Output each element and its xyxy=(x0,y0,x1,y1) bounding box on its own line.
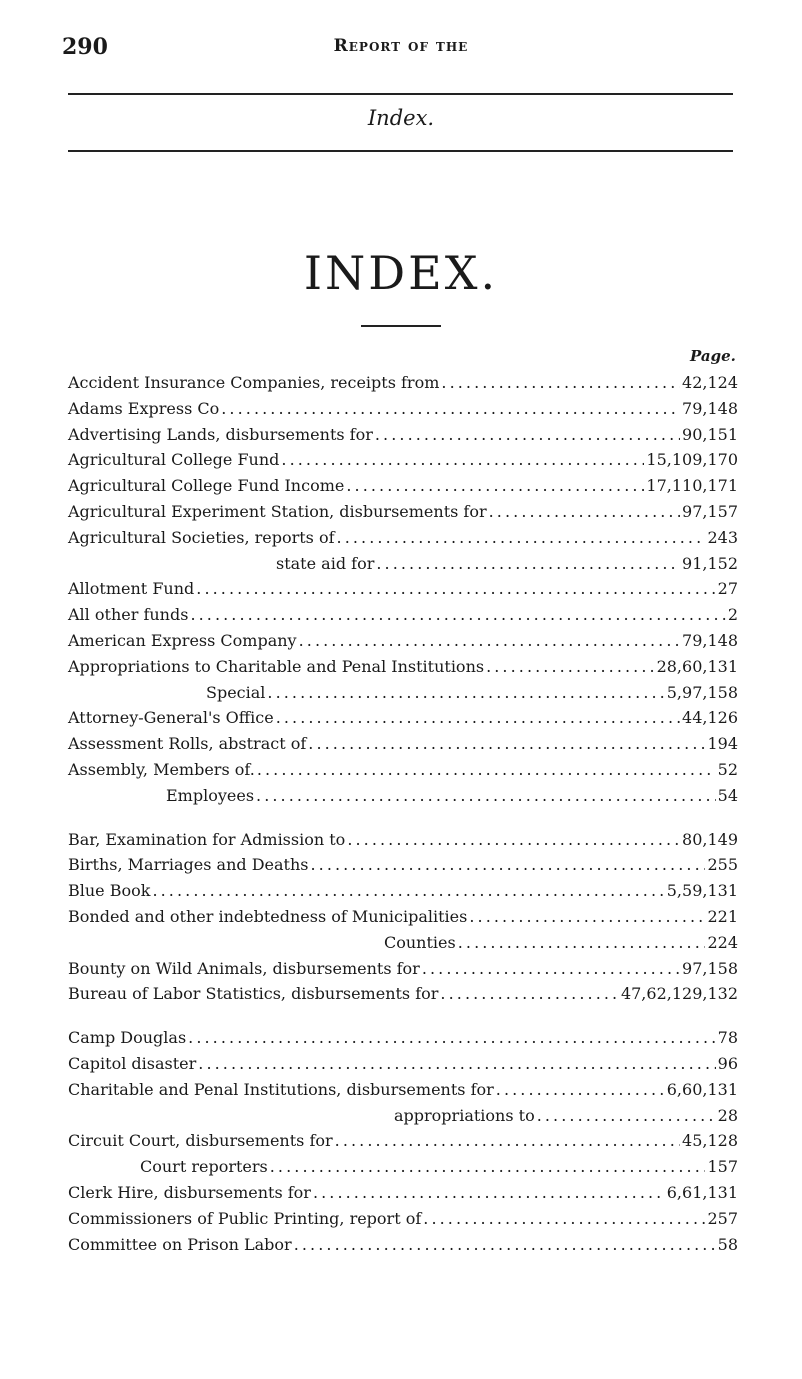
index-entry xyxy=(68,981,738,1007)
entry-pages: 96 xyxy=(717,1053,738,1073)
leader-dots xyxy=(313,1180,665,1206)
entry-label: Bonded and other indebtedness of Municipalities xyxy=(68,906,468,926)
entry-label: American Express Company xyxy=(68,630,297,650)
leader-dots xyxy=(347,827,680,853)
leader-dots xyxy=(188,1025,715,1051)
entry-pages: 194 xyxy=(707,734,738,754)
leader-dots xyxy=(441,370,680,396)
entry-pages: 28,60,131 xyxy=(656,656,738,676)
leader-dots xyxy=(335,1128,680,1154)
entry-label: Allotment Fund xyxy=(68,579,195,599)
index-entry xyxy=(68,1154,738,1180)
index-entry xyxy=(68,1051,738,1077)
entry-pages: 97,158 xyxy=(682,958,738,978)
index-entries xyxy=(68,370,738,1257)
index-entry xyxy=(68,370,738,396)
entry-label: Adams Express Co xyxy=(68,398,220,418)
entry-pages: 45,128 xyxy=(682,1131,738,1151)
index-entry xyxy=(68,576,738,602)
entry-label: Employees xyxy=(166,785,255,805)
entry-label: appropriations to xyxy=(394,1105,535,1125)
entry-label: Blue Book xyxy=(68,881,151,901)
index-entry xyxy=(68,852,738,878)
entry-label: Assessment Rolls, abstract of xyxy=(68,734,307,754)
entry-pages: 5,97,158 xyxy=(666,682,738,702)
entry-pages: 6,60,131 xyxy=(666,1079,738,1099)
entry-label: Advertising Lands, disbursements for xyxy=(68,424,373,444)
index-entry xyxy=(68,602,738,628)
index-entry xyxy=(68,1128,738,1154)
leader-dots xyxy=(256,783,716,809)
leader-dots xyxy=(440,981,619,1007)
entry-pages: 5,59,131 xyxy=(666,881,738,901)
entry-pages: 58 xyxy=(717,1234,738,1254)
leader-dots xyxy=(267,680,664,706)
index-entry xyxy=(68,1077,738,1103)
entry-label: Bar, Examination for Admission to xyxy=(68,829,346,849)
index-entry xyxy=(68,731,738,757)
entry-pages: 6,61,131 xyxy=(666,1182,738,1202)
entry-pages: 2 xyxy=(727,605,738,625)
entry-label: Attorney-General's Office xyxy=(68,708,274,728)
entry-pages: 28 xyxy=(717,1105,738,1125)
index-title: INDEX. xyxy=(303,246,499,300)
page-number: 290 xyxy=(62,34,108,60)
entry-pages: 91,152 xyxy=(682,553,738,573)
index-entry xyxy=(68,783,738,809)
index-entry xyxy=(68,680,738,706)
entry-pages: 54 xyxy=(717,785,738,805)
leader-dots xyxy=(294,1232,716,1258)
leader-dots xyxy=(270,1154,706,1180)
index-entry xyxy=(68,654,738,680)
section-heading: Index. xyxy=(367,106,435,130)
leader-dots xyxy=(196,576,715,602)
index-entry xyxy=(68,1103,738,1129)
entry-pages: 44,126 xyxy=(682,708,738,728)
entry-pages: 157 xyxy=(707,1157,738,1177)
leader-dots xyxy=(375,422,680,448)
index-entry xyxy=(68,525,738,551)
bottom-rule xyxy=(68,150,733,152)
entry-pages: 52 xyxy=(717,759,738,779)
entry-pages: 79,148 xyxy=(682,630,738,650)
top-rule xyxy=(68,93,733,95)
leader-dots xyxy=(310,852,705,878)
index-entry xyxy=(68,1025,738,1051)
entry-label: Agricultural Experiment Station, disbursements for xyxy=(68,501,487,521)
entry-pages: 47,62,129,132 xyxy=(620,984,738,1004)
entry-label: Appropriations to Charitable and Penal Institutions xyxy=(68,656,485,676)
index-entry xyxy=(68,628,738,654)
entry-label: Circuit Court, disbursements for xyxy=(68,1131,333,1151)
entry-label: Agricultural College Fund Income xyxy=(68,476,345,496)
leader-dots xyxy=(152,878,664,904)
index-entry xyxy=(68,1206,738,1232)
leader-dots xyxy=(299,628,680,654)
entry-pages: 15,109,170 xyxy=(646,450,738,470)
entry-pages: 221 xyxy=(707,906,738,926)
entry-pages: 27 xyxy=(717,579,738,599)
entry-label: Assembly, Members of. xyxy=(68,759,255,779)
leader-dots xyxy=(469,904,705,930)
leader-dots xyxy=(276,705,680,731)
entry-label: Bounty on Wild Animals, disbursements for xyxy=(68,958,420,978)
leader-dots xyxy=(486,654,654,680)
leader-dots xyxy=(281,447,644,473)
entry-pages: 97,157 xyxy=(682,501,738,521)
entry-label: Capitol disaster xyxy=(68,1053,197,1073)
index-entry xyxy=(68,878,738,904)
entry-label: Camp Douglas xyxy=(68,1028,187,1048)
page-column-label: Page. xyxy=(690,347,736,365)
leader-dots xyxy=(496,1077,665,1103)
index-entry xyxy=(68,551,738,577)
leader-dots xyxy=(221,396,680,422)
entry-pages: 257 xyxy=(707,1208,738,1228)
index-entry xyxy=(68,499,738,525)
entry-label: Charitable and Penal Institutions, disbursements for xyxy=(68,1079,494,1099)
leader-dots xyxy=(308,731,705,757)
entry-pages: 42,124 xyxy=(682,373,738,392)
leader-dots xyxy=(346,473,644,499)
leader-dots xyxy=(422,956,680,982)
entry-pages: 80,149 xyxy=(682,829,738,849)
index-entry xyxy=(68,447,738,473)
entry-label: Counties xyxy=(384,932,456,952)
entry-label: All other funds xyxy=(68,605,189,625)
entry-pages: 90,151 xyxy=(682,424,738,444)
entry-label: Agricultural College Fund xyxy=(68,450,280,470)
entry-label: Special xyxy=(206,682,266,702)
leader-dots xyxy=(423,1206,705,1232)
entry-label: state aid for xyxy=(276,553,375,573)
entry-label: Bureau of Labor Statistics, disbursements for xyxy=(68,984,439,1004)
index-entry xyxy=(68,1180,738,1206)
entry-label: Accident Insurance Companies, receipts from xyxy=(68,373,440,392)
entry-label: Committee on Prison Labor xyxy=(68,1234,292,1254)
index-entry xyxy=(68,827,738,853)
entry-pages: 78 xyxy=(717,1028,738,1048)
index-entry xyxy=(68,1232,738,1258)
running-head: Report of the xyxy=(333,36,469,56)
leader-dots xyxy=(190,602,725,628)
entry-pages: 255 xyxy=(707,855,738,875)
entry-pages: 79,148 xyxy=(682,398,738,418)
index-entry xyxy=(68,473,738,499)
index-entry xyxy=(68,904,738,930)
index-entry xyxy=(68,956,738,982)
index-entry xyxy=(68,422,738,448)
entry-pages: 224 xyxy=(707,932,738,952)
index-entry xyxy=(68,705,738,731)
entry-pages: 243 xyxy=(707,527,738,547)
entry-label: Commissioners of Public Printing, report of xyxy=(68,1208,422,1228)
entry-label: Clerk Hire, disbursements for xyxy=(68,1182,311,1202)
leader-dots xyxy=(489,499,680,525)
index-entry xyxy=(68,757,738,783)
leader-dots xyxy=(257,757,716,783)
leader-dots xyxy=(537,1103,716,1129)
leader-dots xyxy=(198,1051,715,1077)
leader-dots xyxy=(376,551,680,577)
index-entry xyxy=(68,930,738,956)
entry-label: Court reporters xyxy=(140,1157,268,1177)
entry-label: Agricultural Societies, reports of xyxy=(68,527,335,547)
entry-label: Births, Marriages and Deaths xyxy=(68,855,309,875)
leader-dots xyxy=(337,525,706,551)
leader-dots xyxy=(458,930,706,956)
index-entry xyxy=(68,396,738,422)
title-divider xyxy=(361,325,441,327)
entry-pages: 17,110,171 xyxy=(646,476,738,496)
